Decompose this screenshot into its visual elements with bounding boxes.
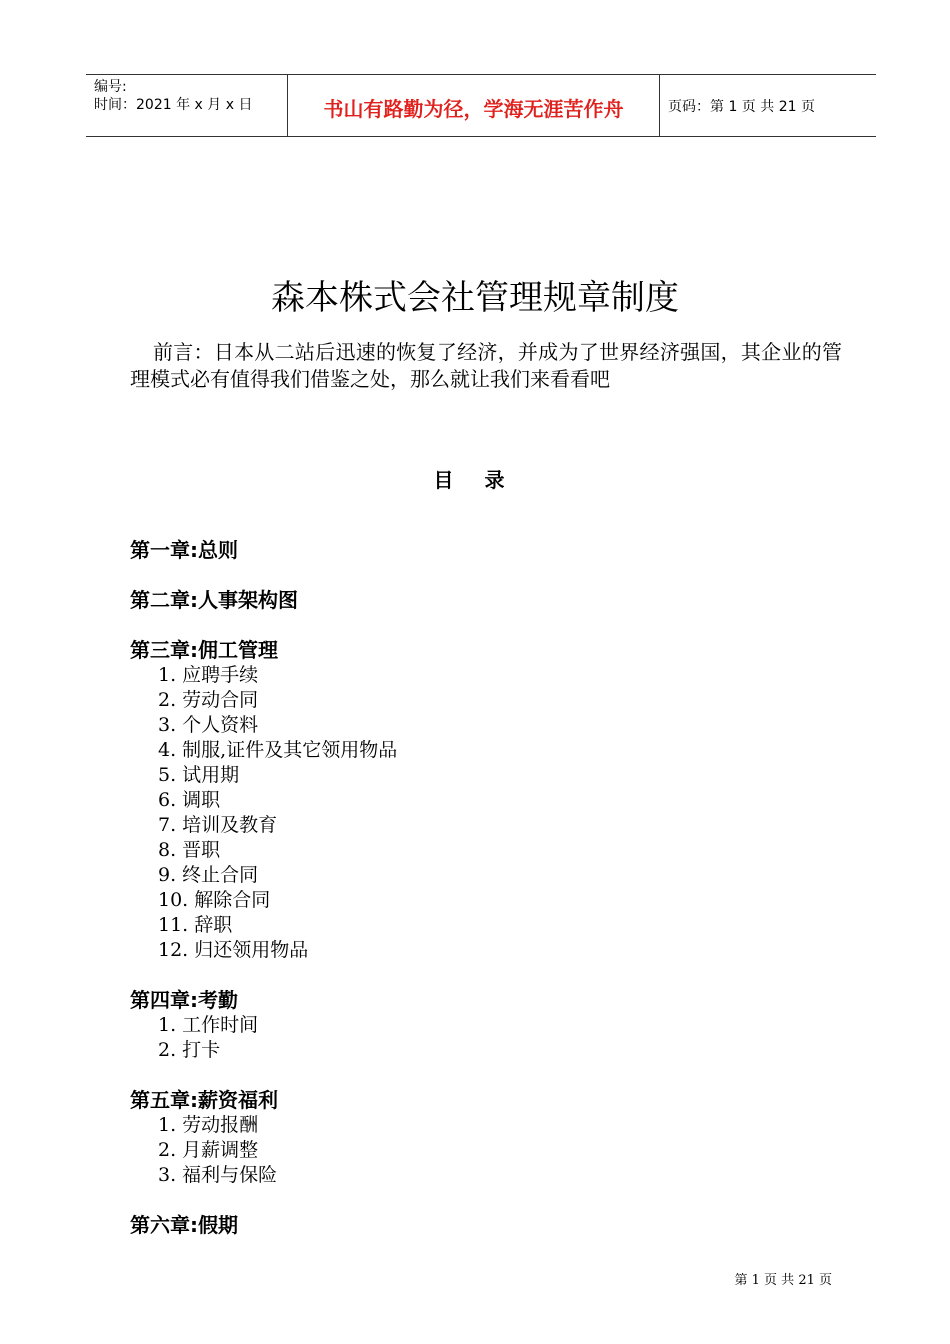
toc-item: 1. 应聘手续: [158, 664, 259, 686]
toc-item: 12. 归还领用物品: [158, 939, 309, 961]
toc-chapter-heading: 第五章:薪资福利: [130, 1088, 278, 1112]
toc-item: 9. 终止合同: [158, 864, 259, 886]
header-meta: [94, 78, 252, 114]
preface-paragraph: 前言：日本从二站后迅速的恢复了经济，并成为了世界经济强国，其企业的管理模式必有值得我们借鉴之处，那么就让我们来看看吧: [130, 340, 842, 391]
toc-item: 2. 打卡: [158, 1039, 221, 1061]
header-motto: 书山有路勤为径，学海无涯苦作舟: [323, 97, 624, 121]
toc-item: 3. 福利与保险: [158, 1164, 278, 1186]
document-title: 森本株式会社管理规章制度: [271, 278, 679, 318]
page-header: [86, 74, 876, 137]
toc-item: 4. 制服,证件及其它领用物品: [158, 739, 398, 761]
table-of-contents: [130, 538, 830, 1238]
toc-item: 1. 劳动报酬: [158, 1114, 259, 1136]
toc-chapter-heading: 第六章:假期: [130, 1213, 238, 1237]
toc-item: 2. 劳动合同: [158, 689, 259, 711]
toc-chapter-heading: 第三章:佣工管理: [130, 638, 278, 662]
toc-chapter-heading: 第四章:考勤: [130, 988, 238, 1012]
toc-item: 7. 培训及教育: [158, 814, 278, 836]
document-time-label: 时间：2021 年 x 月 x 日: [94, 97, 253, 113]
toc-item: 5. 试用期: [158, 764, 240, 786]
toc-heading: 目 录: [433, 468, 517, 492]
toc-item: 10. 解除合同: [158, 889, 271, 911]
toc-item: 3. 个人资料: [158, 714, 259, 736]
page-footer: 第 1 页 共 21 页: [734, 1273, 832, 1288]
toc-chapter-heading: 第一章:总则: [130, 538, 238, 562]
header-divider: [659, 75, 660, 136]
toc-item: 2. 月薪调整: [158, 1139, 259, 1161]
toc-chapter-heading: 第二章:人事架构图: [130, 588, 298, 612]
toc-item: 6. 调职: [158, 789, 221, 811]
toc-item: 1. 工作时间: [158, 1014, 259, 1036]
document-number-label: 编号:: [94, 79, 127, 95]
header-page-info: 页码：第 1 页 共 21 页: [668, 99, 815, 115]
toc-item: 8. 晋职: [158, 839, 221, 861]
toc-item: 11. 辞职: [158, 914, 233, 936]
